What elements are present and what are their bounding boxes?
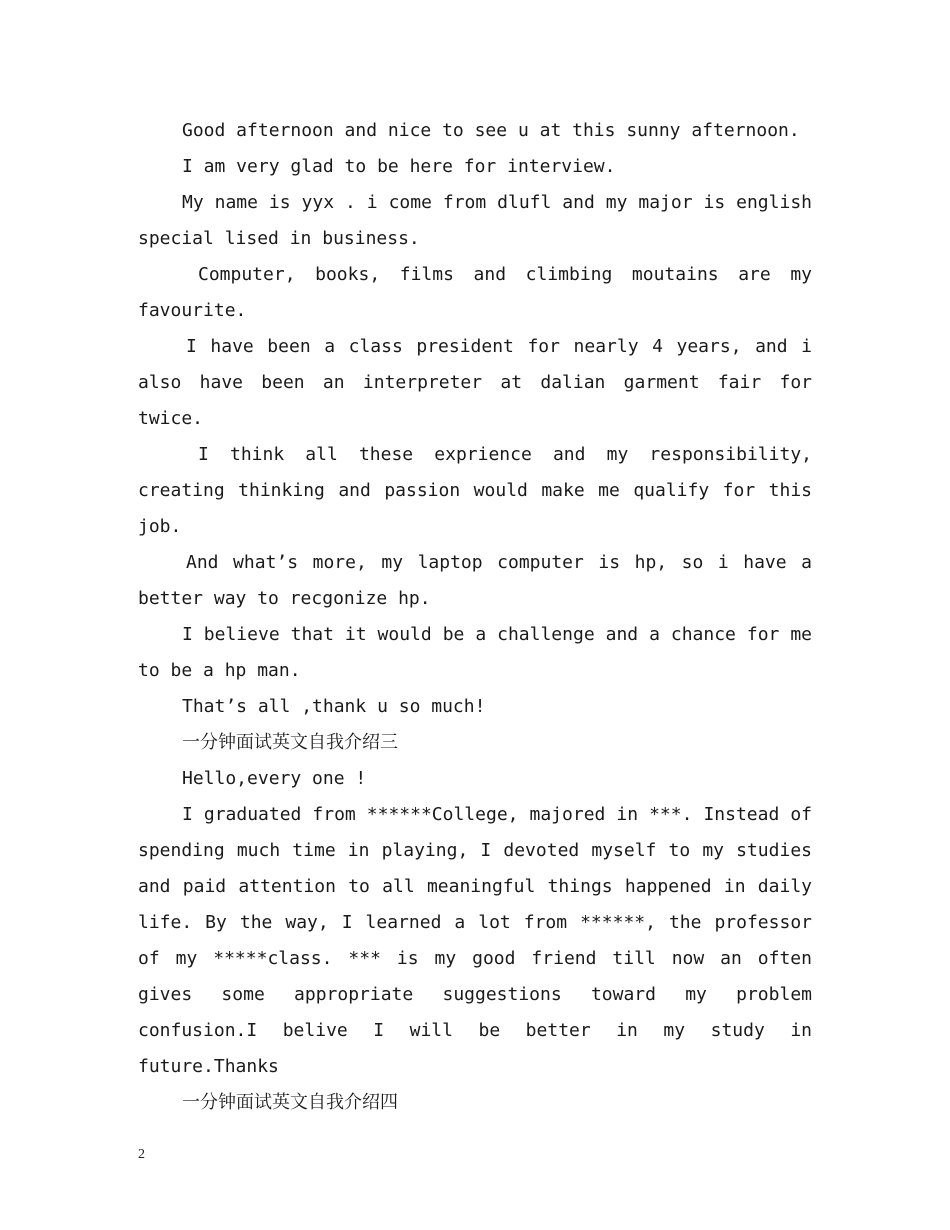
paragraph-hobbies: Computer, books, films and climbing moutains are my favourite. — [138, 264, 812, 321]
paragraph-name: My name is yyx . i come from dlufl and my major is english special lised in business. — [138, 192, 812, 249]
section-heading-three: 一分钟面试英文自我介绍三 — [182, 732, 398, 753]
paragraph-hello: Hello,every one ! — [182, 768, 367, 789]
section-heading-four: 一分钟面试英文自我介绍四 — [182, 1092, 398, 1113]
paragraph-thanks: That’s all ,thank u so much! — [182, 696, 486, 717]
paragraph-greeting: Good afternoon and nice to see u at this sunny afternoon. — [182, 120, 800, 141]
paragraph-glad: I am very glad to be here for interview. — [182, 156, 616, 177]
document-body — [138, 113, 812, 1121]
paragraph-challenge: I believe that it would be a challenge and a chance for me to be a hp man. — [138, 624, 812, 681]
paragraph-laptop: And what’s more, my laptop computer is hp, so i have a better way to recgonize hp. — [138, 552, 812, 609]
paragraph-qualities: I think all these exprience and my responsibility, creating thinking and passion would make me qualify for this job. — [138, 444, 812, 537]
paragraph-experience: I have been a class president for nearly 4 years, and i also have been an interpreter at dalian garment fair for twice. — [138, 336, 812, 429]
page-number: 2 — [138, 1147, 145, 1162]
paragraph-graduated: I graduated from ******College, majored in ***. Instead of spending much time in playing, I devoted myself to my studies and paid attention to all meaningful things happened in daily life. By the way, I learned a lot from ******, the professor of my *****class. *** is my good friend till now an often gives some appropriate suggestions toward my problem confusion.I belive I will be better in my study in future.Thanks — [138, 804, 812, 1077]
